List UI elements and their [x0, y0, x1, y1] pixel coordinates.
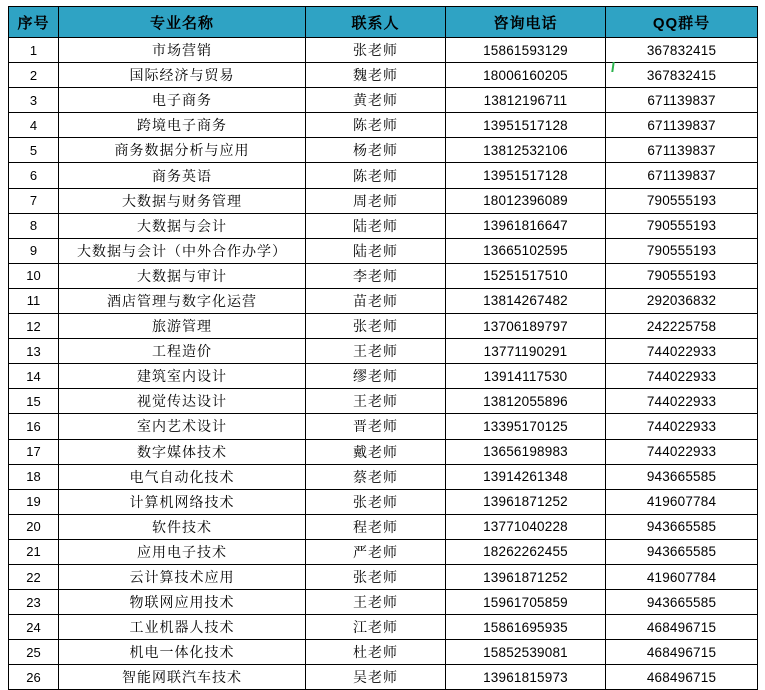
cell-contact: 周老师 — [306, 188, 446, 213]
cell-contact: 陈老师 — [306, 163, 446, 188]
cell-major-name: 商务数据分析与应用 — [59, 138, 306, 163]
cell-index: 20 — [9, 514, 59, 539]
table-row — [9, 263, 758, 288]
column-header-phone: 咨询电话 — [446, 7, 606, 38]
cell-major-name: 工业机器人技术 — [59, 615, 306, 640]
cell-index: 6 — [9, 163, 59, 188]
cell-phone: 13812055896 — [446, 389, 606, 414]
cell-contact: 张老师 — [306, 489, 446, 514]
table-row — [9, 615, 758, 640]
cell-major-name: 室内艺术设计 — [59, 414, 306, 439]
cell-index: 23 — [9, 590, 59, 615]
cell-contact: 黄老师 — [306, 88, 446, 113]
cell-index: 4 — [9, 113, 59, 138]
cell-phone: 13706189797 — [446, 314, 606, 339]
cell-contact: 蔡老师 — [306, 464, 446, 489]
table-row — [9, 364, 758, 389]
cell-index: 26 — [9, 665, 59, 690]
cell-qq: 242225758 — [606, 314, 758, 339]
cell-contact: 晋老师 — [306, 414, 446, 439]
cell-major-name: 应用电子技术 — [59, 539, 306, 564]
table-row — [9, 439, 758, 464]
cell-contact: 杜老师 — [306, 640, 446, 665]
cell-major-name: 云计算技术应用 — [59, 564, 306, 589]
cell-qq: 671139837 — [606, 113, 758, 138]
cell-index: 5 — [9, 138, 59, 163]
table-row — [9, 464, 758, 489]
cell-index: 17 — [9, 439, 59, 464]
cell-phone: 13961815973 — [446, 665, 606, 690]
cell-phone: 15251517510 — [446, 263, 606, 288]
cell-index: 25 — [9, 640, 59, 665]
cell-contact: 戴老师 — [306, 439, 446, 464]
cell-phone: 18012396089 — [446, 188, 606, 213]
cell-qq: 671139837 — [606, 88, 758, 113]
table-row — [9, 288, 758, 313]
cell-major-name: 工程造价 — [59, 339, 306, 364]
table-row — [9, 113, 758, 138]
cell-phone: 13656198983 — [446, 439, 606, 464]
cell-phone: 13771190291 — [446, 339, 606, 364]
cell-phone: 13961871252 — [446, 489, 606, 514]
cell-major-name: 市场营销 — [59, 38, 306, 63]
cell-contact: 严老师 — [306, 539, 446, 564]
table-row — [9, 88, 758, 113]
table-row — [9, 640, 758, 665]
cell-major-name: 机电一体化技术 — [59, 640, 306, 665]
cell-phone: 13665102595 — [446, 238, 606, 263]
cell-major-name: 电子商务 — [59, 88, 306, 113]
cell-major-name: 跨境电子商务 — [59, 113, 306, 138]
cell-phone: 13771040228 — [446, 514, 606, 539]
cell-contact: 杨老师 — [306, 138, 446, 163]
cell-index: 14 — [9, 364, 59, 389]
table-row — [9, 314, 758, 339]
cell-qq: 744022933 — [606, 439, 758, 464]
cell-contact: 程老师 — [306, 514, 446, 539]
table-row — [9, 539, 758, 564]
cell-index: 10 — [9, 263, 59, 288]
major-contact-table — [8, 6, 758, 690]
cell-index: 11 — [9, 288, 59, 313]
cell-contact: 张老师 — [306, 38, 446, 63]
table-body — [9, 38, 758, 690]
cell-index: 7 — [9, 188, 59, 213]
cell-contact: 江老师 — [306, 615, 446, 640]
cell-phone: 13395170125 — [446, 414, 606, 439]
cell-contact: 张老师 — [306, 314, 446, 339]
cell-contact: 李老师 — [306, 263, 446, 288]
table-row — [9, 163, 758, 188]
cell-index: 8 — [9, 213, 59, 238]
cell-index: 19 — [9, 489, 59, 514]
cell-major-name: 智能网联汽车技术 — [59, 665, 306, 690]
cell-index: 21 — [9, 539, 59, 564]
cell-phone: 13914261348 — [446, 464, 606, 489]
cell-qq: 744022933 — [606, 389, 758, 414]
cell-contact: 王老师 — [306, 590, 446, 615]
cell-phone: 13961816647 — [446, 213, 606, 238]
cell-major-name: 酒店管理与数字化运营 — [59, 288, 306, 313]
table-row — [9, 414, 758, 439]
cell-qq: 468496715 — [606, 615, 758, 640]
cell-qq: 943665585 — [606, 514, 758, 539]
cell-major-name: 大数据与会计（中外合作办学） — [59, 238, 306, 263]
column-header-major-name: 专业名称 — [59, 7, 306, 38]
cell-phone: 13914117530 — [446, 364, 606, 389]
table-row — [9, 138, 758, 163]
cell-major-name: 大数据与财务管理 — [59, 188, 306, 213]
cell-major-name: 商务英语 — [59, 163, 306, 188]
cell-contact: 张老师 — [306, 564, 446, 589]
table-row — [9, 389, 758, 414]
table-row — [9, 564, 758, 589]
cell-contact: 陆老师 — [306, 213, 446, 238]
cell-qq: 419607784 — [606, 564, 758, 589]
table-row — [9, 38, 758, 63]
table-row — [9, 63, 758, 88]
cell-major-name: 物联网应用技术 — [59, 590, 306, 615]
cell-major-name: 计算机网络技术 — [59, 489, 306, 514]
cell-index: 1 — [9, 38, 59, 63]
column-header-qq: QQ群号 — [606, 7, 758, 38]
cell-phone: 15861593129 — [446, 38, 606, 63]
cell-major-name: 大数据与会计 — [59, 213, 306, 238]
cell-qq: 744022933 — [606, 339, 758, 364]
cell-major-name: 建筑室内设计 — [59, 364, 306, 389]
cell-index: 2 — [9, 63, 59, 88]
cell-phone: 15852539081 — [446, 640, 606, 665]
cell-major-name: 视觉传达设计 — [59, 389, 306, 414]
table-row — [9, 590, 758, 615]
cell-qq: 943665585 — [606, 464, 758, 489]
cell-contact: 苗老师 — [306, 288, 446, 313]
cell-qq: 671139837 — [606, 163, 758, 188]
cell-phone: 15861695935 — [446, 615, 606, 640]
cell-qq: 419607784 — [606, 489, 758, 514]
cell-major-name: 大数据与审计 — [59, 263, 306, 288]
cell-index: 13 — [9, 339, 59, 364]
cell-qq: 790555193 — [606, 263, 758, 288]
cell-phone: 15961705859 — [446, 590, 606, 615]
cell-index: 12 — [9, 314, 59, 339]
cell-contact: 陆老师 — [306, 238, 446, 263]
cell-phone: 13812196711 — [446, 88, 606, 113]
cell-contact: 缪老师 — [306, 364, 446, 389]
cell-qq: 367832415 — [606, 38, 758, 63]
cell-contact: 吴老师 — [306, 665, 446, 690]
column-header-index: 序号 — [9, 7, 59, 38]
table-row — [9, 339, 758, 364]
table-row — [9, 188, 758, 213]
cell-qq: 790555193 — [606, 213, 758, 238]
cell-major-name: 国际经济与贸易 — [59, 63, 306, 88]
cell-phone: 13951517128 — [446, 113, 606, 138]
cell-qq: 367832415 — [606, 63, 758, 88]
cell-contact: 陈老师 — [306, 113, 446, 138]
cell-qq: 744022933 — [606, 364, 758, 389]
cell-phone: 13814267482 — [446, 288, 606, 313]
cell-major-name: 电气自动化技术 — [59, 464, 306, 489]
cell-qq: 292036832 — [606, 288, 758, 313]
cell-index: 22 — [9, 564, 59, 589]
table-header-row — [9, 7, 758, 38]
column-header-contact: 联系人 — [306, 7, 446, 38]
cell-major-name: 旅游管理 — [59, 314, 306, 339]
cell-qq: 468496715 — [606, 640, 758, 665]
cell-contact: 王老师 — [306, 389, 446, 414]
cell-phone: 18006160205 — [446, 63, 606, 88]
cell-phone: 18262262455 — [446, 539, 606, 564]
cell-index: 24 — [9, 615, 59, 640]
cell-phone: 13812532106 — [446, 138, 606, 163]
cell-index: 18 — [9, 464, 59, 489]
table-row — [9, 213, 758, 238]
table-row — [9, 514, 758, 539]
cell-contact: 魏老师 — [306, 63, 446, 88]
cell-qq: 790555193 — [606, 238, 758, 263]
cell-index: 16 — [9, 414, 59, 439]
cell-index: 9 — [9, 238, 59, 263]
cell-qq: 790555193 — [606, 188, 758, 213]
cell-contact: 王老师 — [306, 339, 446, 364]
cell-index: 15 — [9, 389, 59, 414]
cell-qq: 744022933 — [606, 414, 758, 439]
table-row — [9, 489, 758, 514]
cell-qq: 671139837 — [606, 138, 758, 163]
cell-major-name: 软件技术 — [59, 514, 306, 539]
cell-major-name: 数字媒体技术 — [59, 439, 306, 464]
cell-qq: 468496715 — [606, 665, 758, 690]
cell-index: 3 — [9, 88, 59, 113]
table-row — [9, 665, 758, 690]
cell-qq: 943665585 — [606, 590, 758, 615]
cell-phone: 13961871252 — [446, 564, 606, 589]
cell-phone: 13951517128 — [446, 163, 606, 188]
cell-qq: 943665585 — [606, 539, 758, 564]
table-row — [9, 238, 758, 263]
